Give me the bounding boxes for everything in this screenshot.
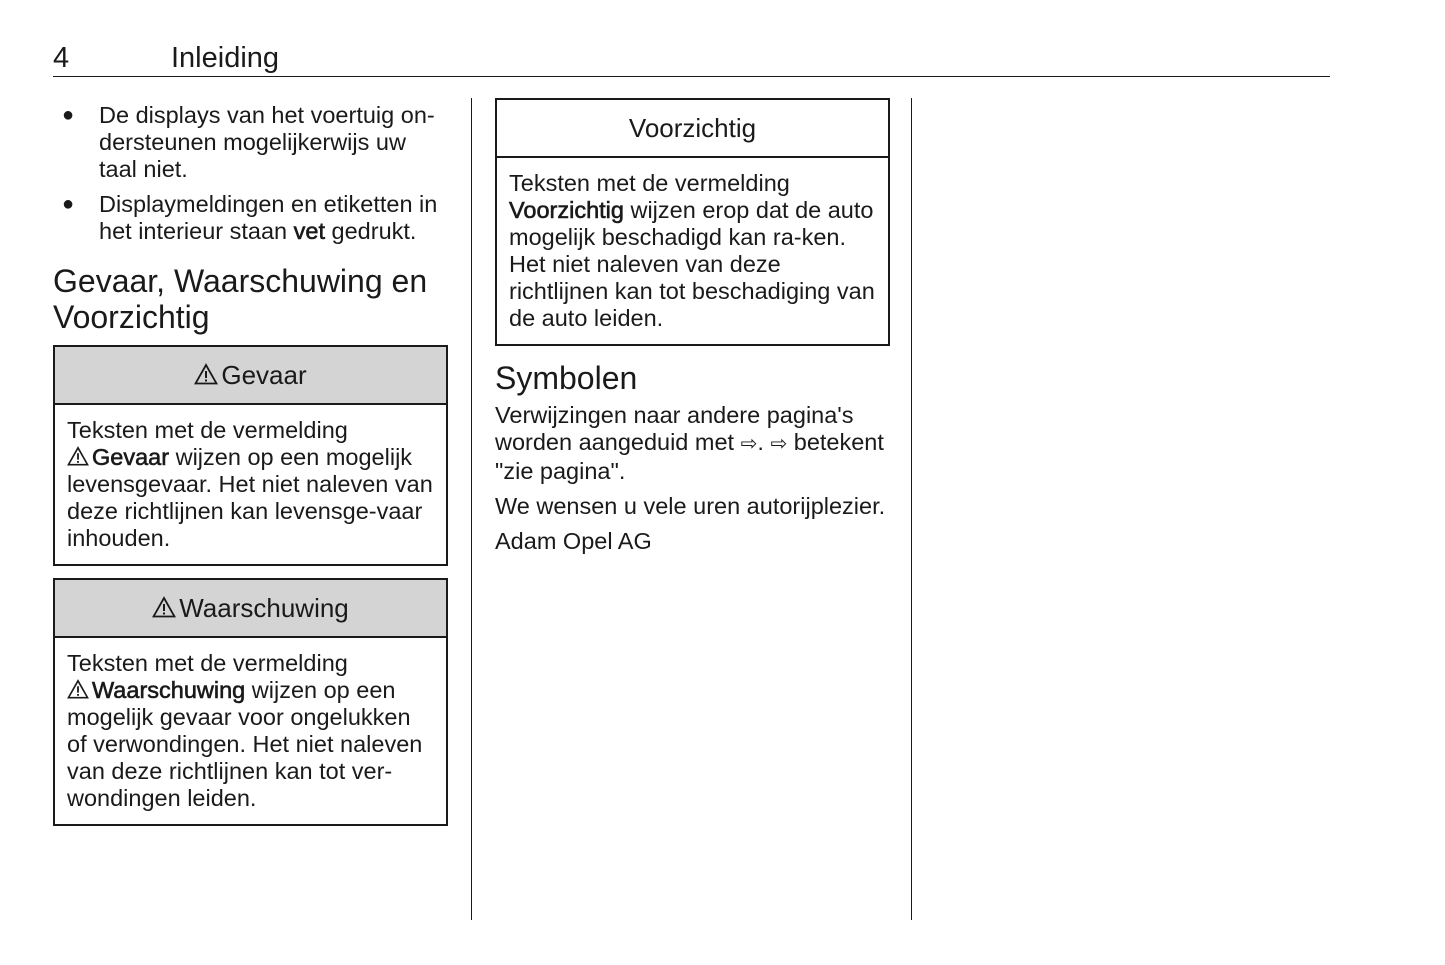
warning-triangle-icon — [67, 446, 89, 466]
voorzichtig-box — [495, 98, 890, 346]
signature: Adam Opel AG — [495, 528, 652, 554]
page-reference-arrow-icon: ⇨ — [740, 433, 758, 455]
list-item — [53, 102, 448, 183]
gevaar-line1: Teksten met de vermelding — [67, 417, 348, 443]
column-left — [53, 98, 448, 838]
warning-triangle-icon — [67, 679, 89, 699]
column-middle — [495, 98, 890, 563]
gevaar-heading: Gevaar — [221, 360, 307, 390]
waarschuwing-rest: wijzen op een mogelijk gevaar voor ongelukken of verwondingen. Het niet naleven van deze richtlijnen kan tot ver-wondingen leiden. — [67, 677, 423, 811]
symbolen-text-mid: . — [757, 429, 771, 455]
bullet-icon: ● — [62, 104, 75, 126]
symbolen-text-after: betekent "zie pagina". — [495, 429, 884, 484]
waarschuwing-box-header — [55, 580, 446, 638]
waarschuwing-heading: Waarschuwing — [179, 593, 349, 623]
gevaar-rest: wijzen op een mogelijk levensgevaar. Het niet naleven van deze richtlijnen kan levensge-vaar inhouden. — [67, 444, 433, 551]
symbolen-text-before: Verwijzingen naar andere pagina's worden aangeduid met — [495, 402, 854, 455]
page-header — [53, 40, 1330, 77]
bullet-icon: ● — [62, 193, 75, 215]
symbolen-paragraph — [495, 402, 890, 485]
column-divider-2 — [911, 98, 912, 920]
waarschuwing-bold: Waarschuwing — [92, 677, 246, 703]
page-reference-arrow-icon: ⇨ — [770, 433, 788, 455]
chapter-title: Inleiding — [171, 42, 280, 74]
voorzichtig-box-body — [497, 158, 888, 344]
bullet-text: De displays van het voertuig on-dersteunen mogelijkerwijs uw taal niet. — [99, 102, 435, 182]
page-number: 4 — [53, 42, 70, 74]
waarschuwing-line1: Teksten met de vermelding — [67, 650, 348, 676]
section-heading-symbolen: Symbolen — [495, 360, 638, 396]
gevaar-box — [53, 345, 448, 566]
column-divider-1 — [471, 98, 472, 920]
warning-triangle-icon — [194, 363, 218, 385]
warning-triangle-icon — [152, 596, 176, 618]
gevaar-bold: Gevaar — [92, 444, 170, 470]
bullet-text-after: gedrukt. — [325, 218, 417, 244]
waarschuwing-box-body — [55, 638, 446, 824]
section-heading-warnings: Gevaar, Waarschuwing en Voorzichtig — [53, 263, 428, 335]
waarschuwing-box — [53, 578, 448, 826]
bullet-text-before: Displaymeldingen en etiketten in het interieur staan — [99, 191, 438, 244]
bullet-bold-word: vet — [293, 218, 326, 244]
closing-sentence: We wensen u vele uren autorijplezier. — [495, 493, 886, 519]
voorzichtig-line1: Teksten met de vermelding — [509, 170, 790, 196]
gevaar-box-body — [55, 405, 446, 564]
voorzichtig-bold: Voorzichtig — [509, 197, 624, 223]
voorzichtig-box-header: Voorzichtig — [497, 100, 888, 158]
voorzichtig-rest: wijzen erop dat de auto mogelijk beschadigd kan ra-ken. Het niet naleven van deze richtlijnen kan tot beschadiging van de auto leiden. — [509, 197, 875, 331]
list-item — [53, 191, 448, 245]
bullet-list — [53, 102, 448, 245]
gevaar-box-header — [55, 347, 446, 405]
